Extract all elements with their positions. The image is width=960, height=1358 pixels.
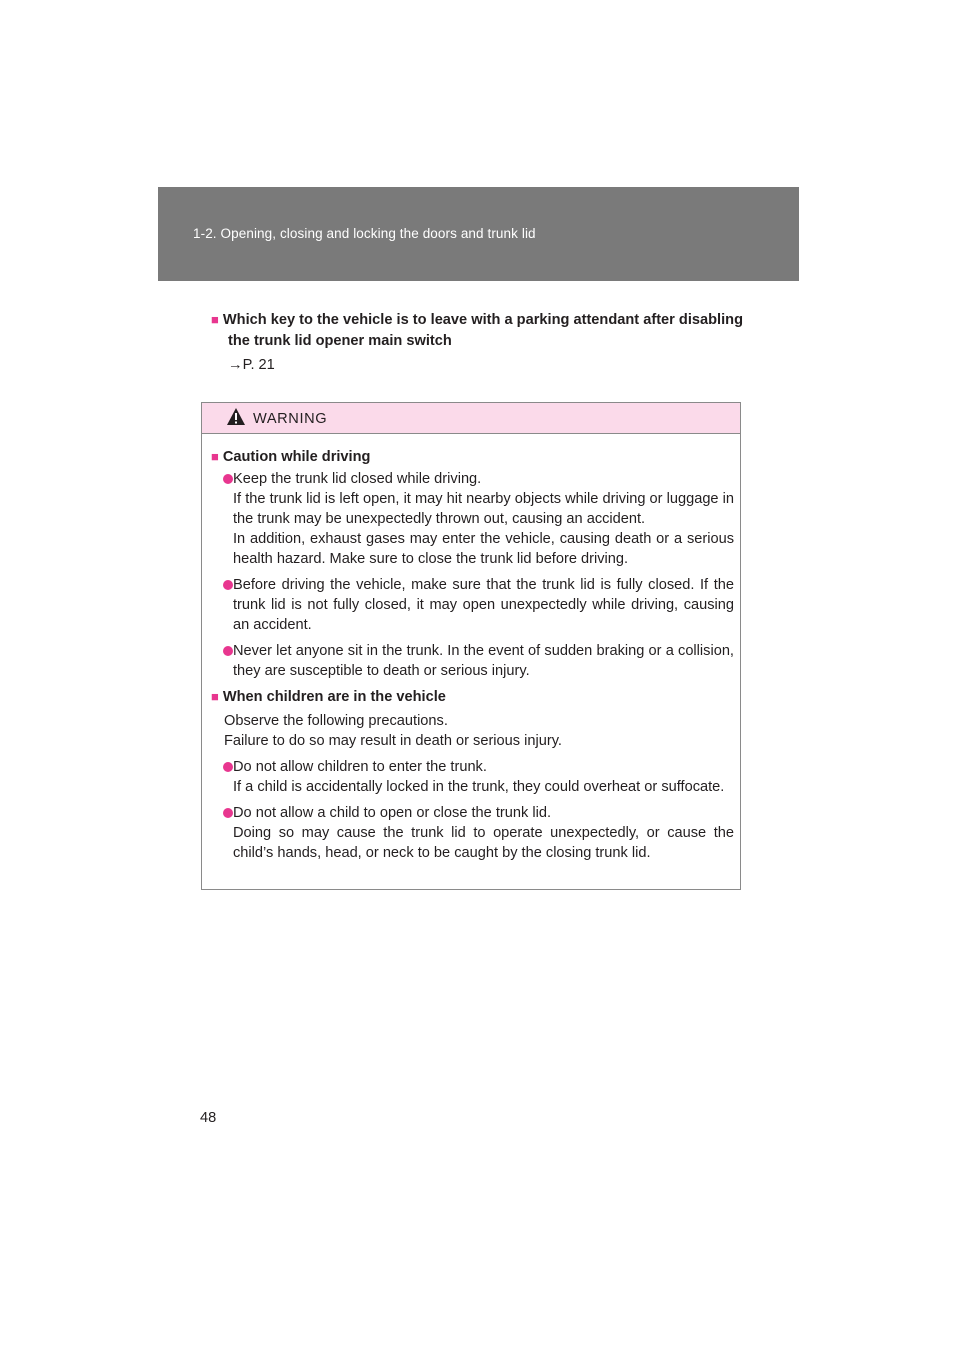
section-intro: Observe the following precautions. Failure to do so may result in death or serious injury. (224, 713, 562, 749)
warning-body (202, 434, 740, 863)
section-title: 1-2. Opening, closing and locking the doors and trunk lid (193, 226, 536, 241)
list-item: Never let anyone sit in the trunk. In the event of sudden braking or a collision, they are susceptible to death or serious injury. (211, 641, 734, 681)
page-reference: →P. 21 (228, 357, 275, 373)
square-bullet-icon: ■ (211, 449, 219, 464)
header-band (158, 187, 799, 281)
warning-header (202, 403, 740, 434)
intro-block (211, 309, 743, 373)
page-number: 48 (200, 1110, 217, 1126)
list-item: Keep the trunk lid closed while driving. If the trunk lid is left open, it may hit nearby objects while driving or luggage in the trunk may be unexpectedly thrown out, causing an accident. In addition, exhaust gases may enter the vehicle, causing death or a serious health hazard. Make sure to close the trunk lid before driving. (211, 469, 734, 569)
warning-section (211, 447, 734, 681)
warning-triangle-icon (226, 407, 246, 426)
square-bullet-icon: ■ (211, 689, 219, 704)
intro-question: ■ Which key to the vehicle is to leave with a parking attendant after disabling the trunk lid opener main switch (211, 312, 743, 349)
warning-box (201, 402, 741, 890)
section-heading: ■ Caution while driving (211, 449, 371, 465)
section-heading: ■ When children are in the vehicle (211, 689, 446, 705)
warning-title: WARNING (253, 411, 328, 427)
list-item: Do not allow children to enter the trunk. If a child is accidentally locked in the trunk, they could overheat or suffocate. (211, 757, 734, 797)
warning-section (211, 687, 734, 863)
list-item: Do not allow a child to open or close the trunk lid. Doing so may cause the trunk lid to operate unexpectedly, or cause the child’s hands, head, or neck to be caught by the closing trunk lid. (211, 803, 734, 863)
square-bullet-icon: ■ (211, 312, 219, 327)
list-item: Before driving the vehicle, make sure that the trunk lid is fully closed. If the trunk lid is not fully closed, it may open unexpectedly while driving, causing an accident. (211, 575, 734, 635)
